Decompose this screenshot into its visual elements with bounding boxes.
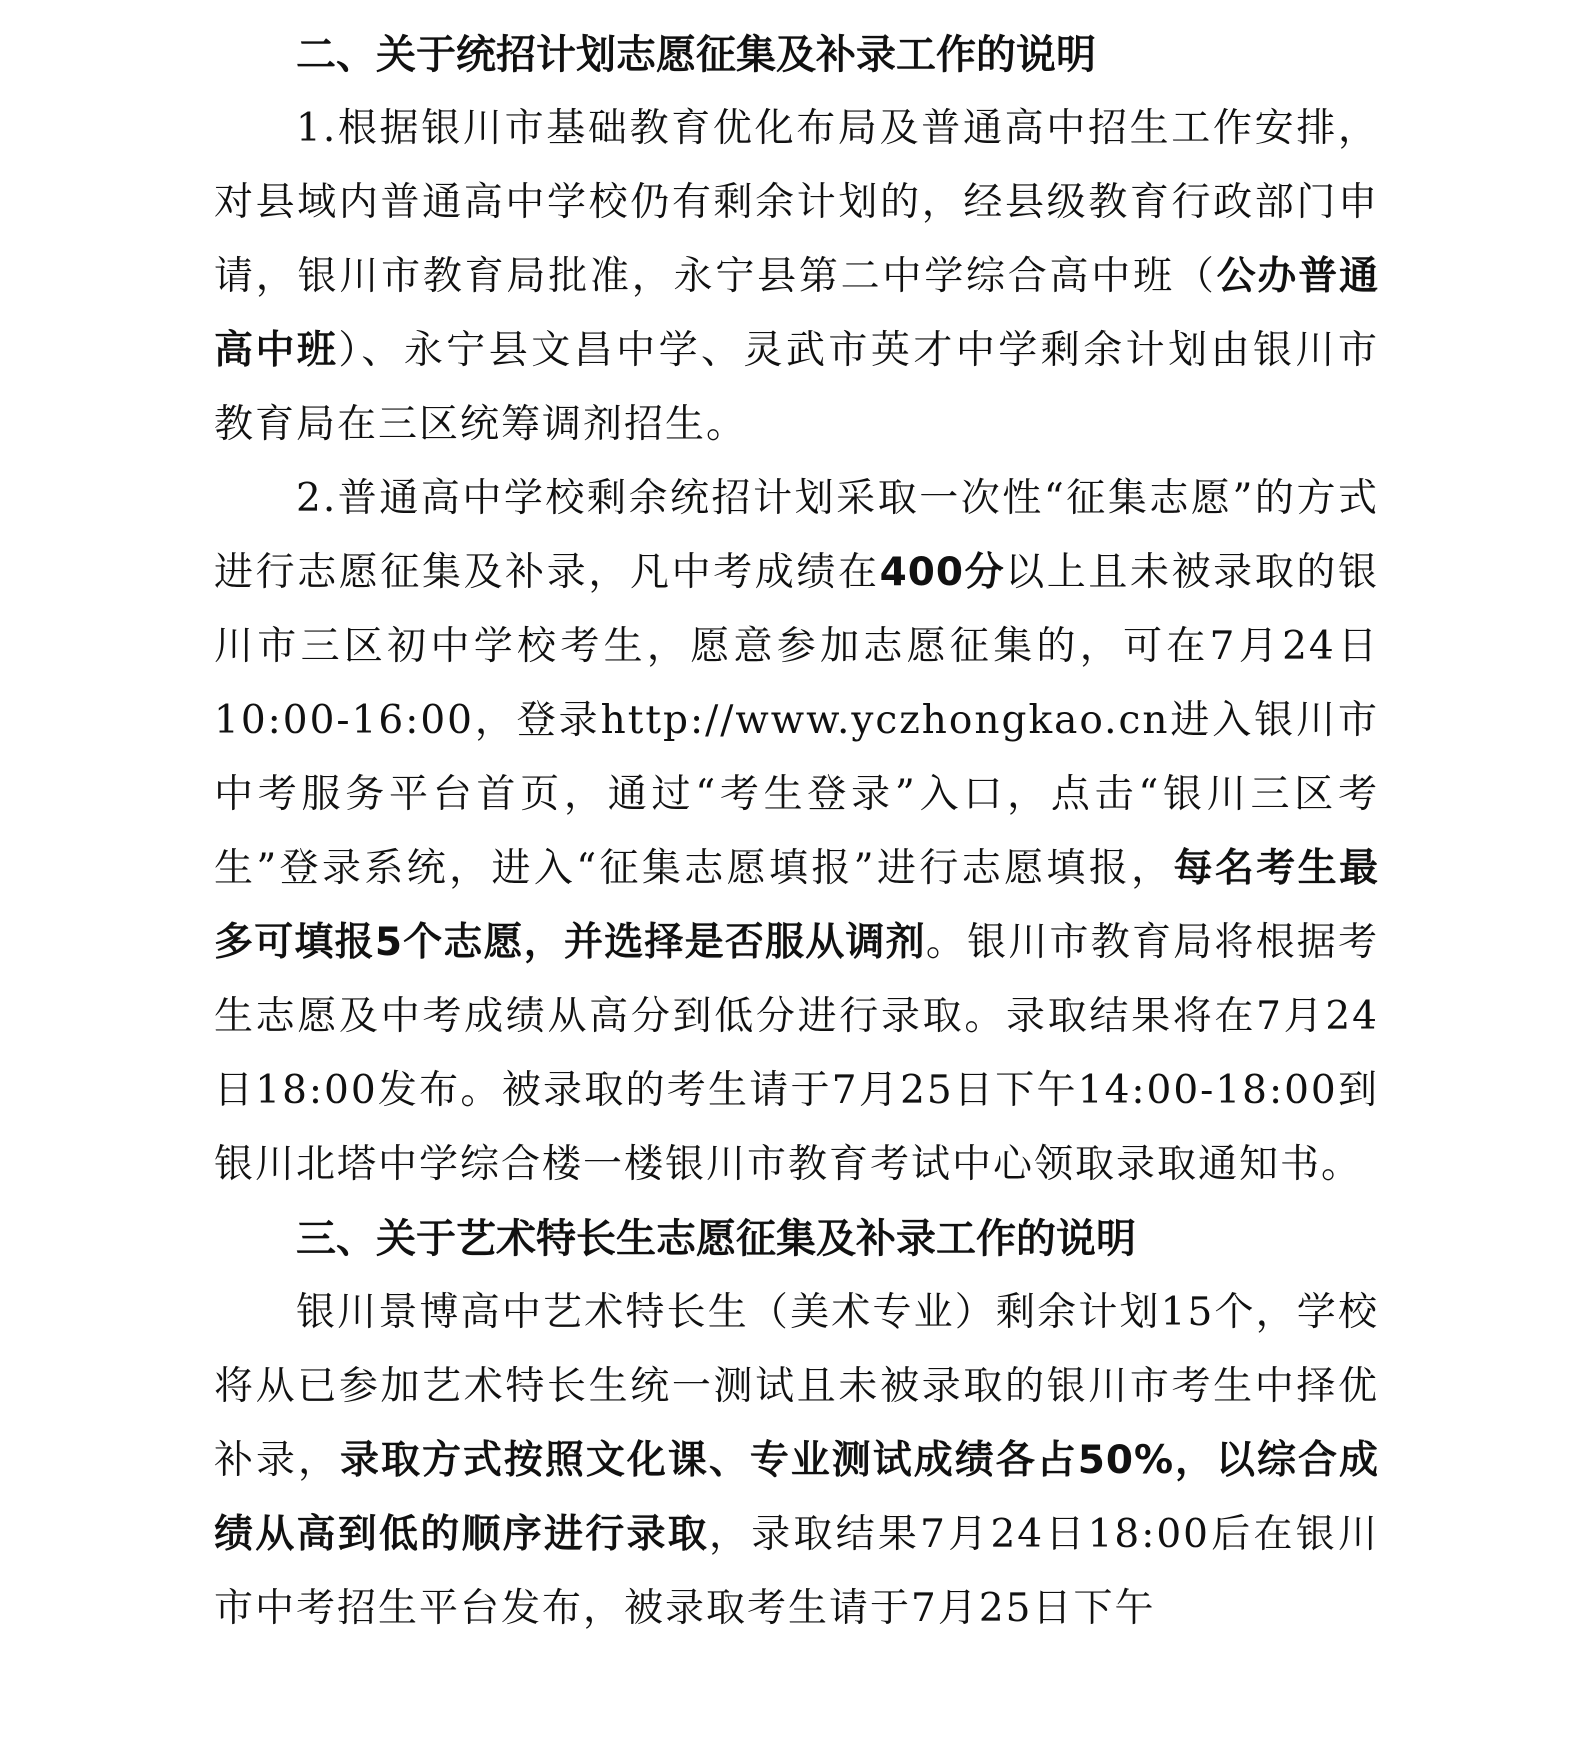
paragraph-text: ）、永宁县文昌中学、灵武市英才中学剩余计划由银川市教育局在三区统筹调剂招生。	[214, 328, 1379, 447]
paragraph-text: 2.普通高中学校剩余统招计划采取一次性“征集志愿”的方式进行志愿征集及补录，凡中考成绩在	[214, 476, 1379, 595]
paragraph-text: 。银川市教育局将根据考生志愿及中考成绩从高分到低分进行录取。录取结果将在7月24日18:00发布。被录取的考生请于7月25日下午14:00-18:00到银川北塔中学综合楼一楼银川市教育考试中心领取录取通知书。	[214, 920, 1379, 1187]
section-heading-3: 三、关于艺术特长生志愿征集及补录工作的说明	[296, 1216, 1136, 1262]
section-heading-2: 二、关于统招计划志愿征集及补录工作的说明	[296, 32, 1096, 78]
paragraph-2-1	[214, 92, 1379, 462]
paragraph-text: 银川景博高中艺术特长生（美术专业）剩余计划15个，学校将从已参加艺术特长生统一测试且未被录取的银川市考生中择优补录，	[214, 1290, 1379, 1483]
paragraph-text: 1.根据银川市基础教育优化布局及普通高中招生工作安排，对县域内普通高中学校仍有剩余计划的，经县级教育行政部门申请，银川市教育局批准，永宁县第二中学综合高中班（	[214, 106, 1379, 299]
paragraph-text: ，录取结果7月24日18:00后在银川市中考招生平台发布，被录取考生请于7月25日下午	[214, 1512, 1379, 1631]
bold-text: 400分	[879, 550, 1006, 595]
bold-text: 录取方式按照文化课、专业测试成绩各占50%，以综合成绩从高到低的顺序进行录取	[214, 1438, 1379, 1557]
bold-text: 公办普通高中班	[214, 254, 1379, 373]
paragraph-3-1	[214, 1276, 1379, 1646]
paragraph-text: 以上且未被录取的银川市三区初中学校考生，愿意参加志愿征集的，可在7月24日10:00-16:00，登录http://www.yczhongkao.cn进入银川市中考服务平台首页，通过“考生登录”入口，点击“银川三区考生”登录系统，进入“征集志愿填报”进行志愿填报，	[214, 550, 1379, 891]
paragraph-2-2	[214, 462, 1379, 1202]
document-page	[214, 18, 1379, 1646]
bold-text: 每名考生最多可填报5个志愿，并选择是否服从调剂	[214, 846, 1379, 965]
